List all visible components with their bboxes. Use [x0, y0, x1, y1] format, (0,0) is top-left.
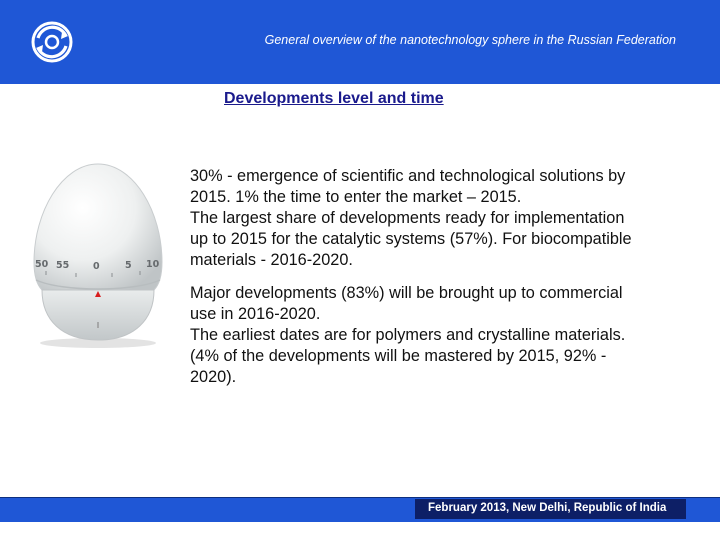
- paragraph-development-timing: [190, 166, 695, 271]
- text-line: 2015. 1% the time to enter the market – 2015.: [190, 188, 522, 206]
- text-line: (4% of the developments will be mastered by 2015, 92% -: [190, 347, 607, 365]
- text-line: Major developments (83%) will be brought up to commercial: [190, 284, 623, 302]
- text-line: 2020).: [190, 368, 237, 386]
- footer-bar: [0, 497, 720, 522]
- presentation-title: General overview of the nanotechnology sphere in the Russian Federation: [264, 33, 676, 47]
- footer-date-location: February 2013, New Delhi, Republic of India: [428, 502, 667, 514]
- slide-heading: Developments level and time: [224, 90, 444, 107]
- header-bar: [0, 0, 720, 84]
- text-line: The earliest dates are for polymers and crystalline materials.: [190, 326, 626, 344]
- text-line: use in 2016-2020.: [190, 305, 321, 323]
- dial-label-0: 0: [93, 261, 100, 272]
- company-logo-icon: [28, 18, 76, 66]
- dial-label-5: 5: [125, 260, 132, 271]
- text-line: up to 2015 for the catalytic systems (57%). For biocompatible: [190, 230, 632, 248]
- text-line: The largest share of developments ready for implementation: [190, 209, 625, 227]
- egg-timer-icon: [22, 150, 172, 350]
- dial-label-50: 50: [35, 259, 49, 270]
- dial-label-10: 10: [146, 259, 160, 270]
- slide-body: [190, 166, 695, 388]
- text-line: materials - 2016-2020.: [190, 251, 353, 269]
- text-line: 30% - emergence of scientific and technological solutions by: [190, 167, 626, 185]
- dial-label-55: 55: [56, 260, 70, 271]
- paragraph-commercial-use: [190, 283, 695, 388]
